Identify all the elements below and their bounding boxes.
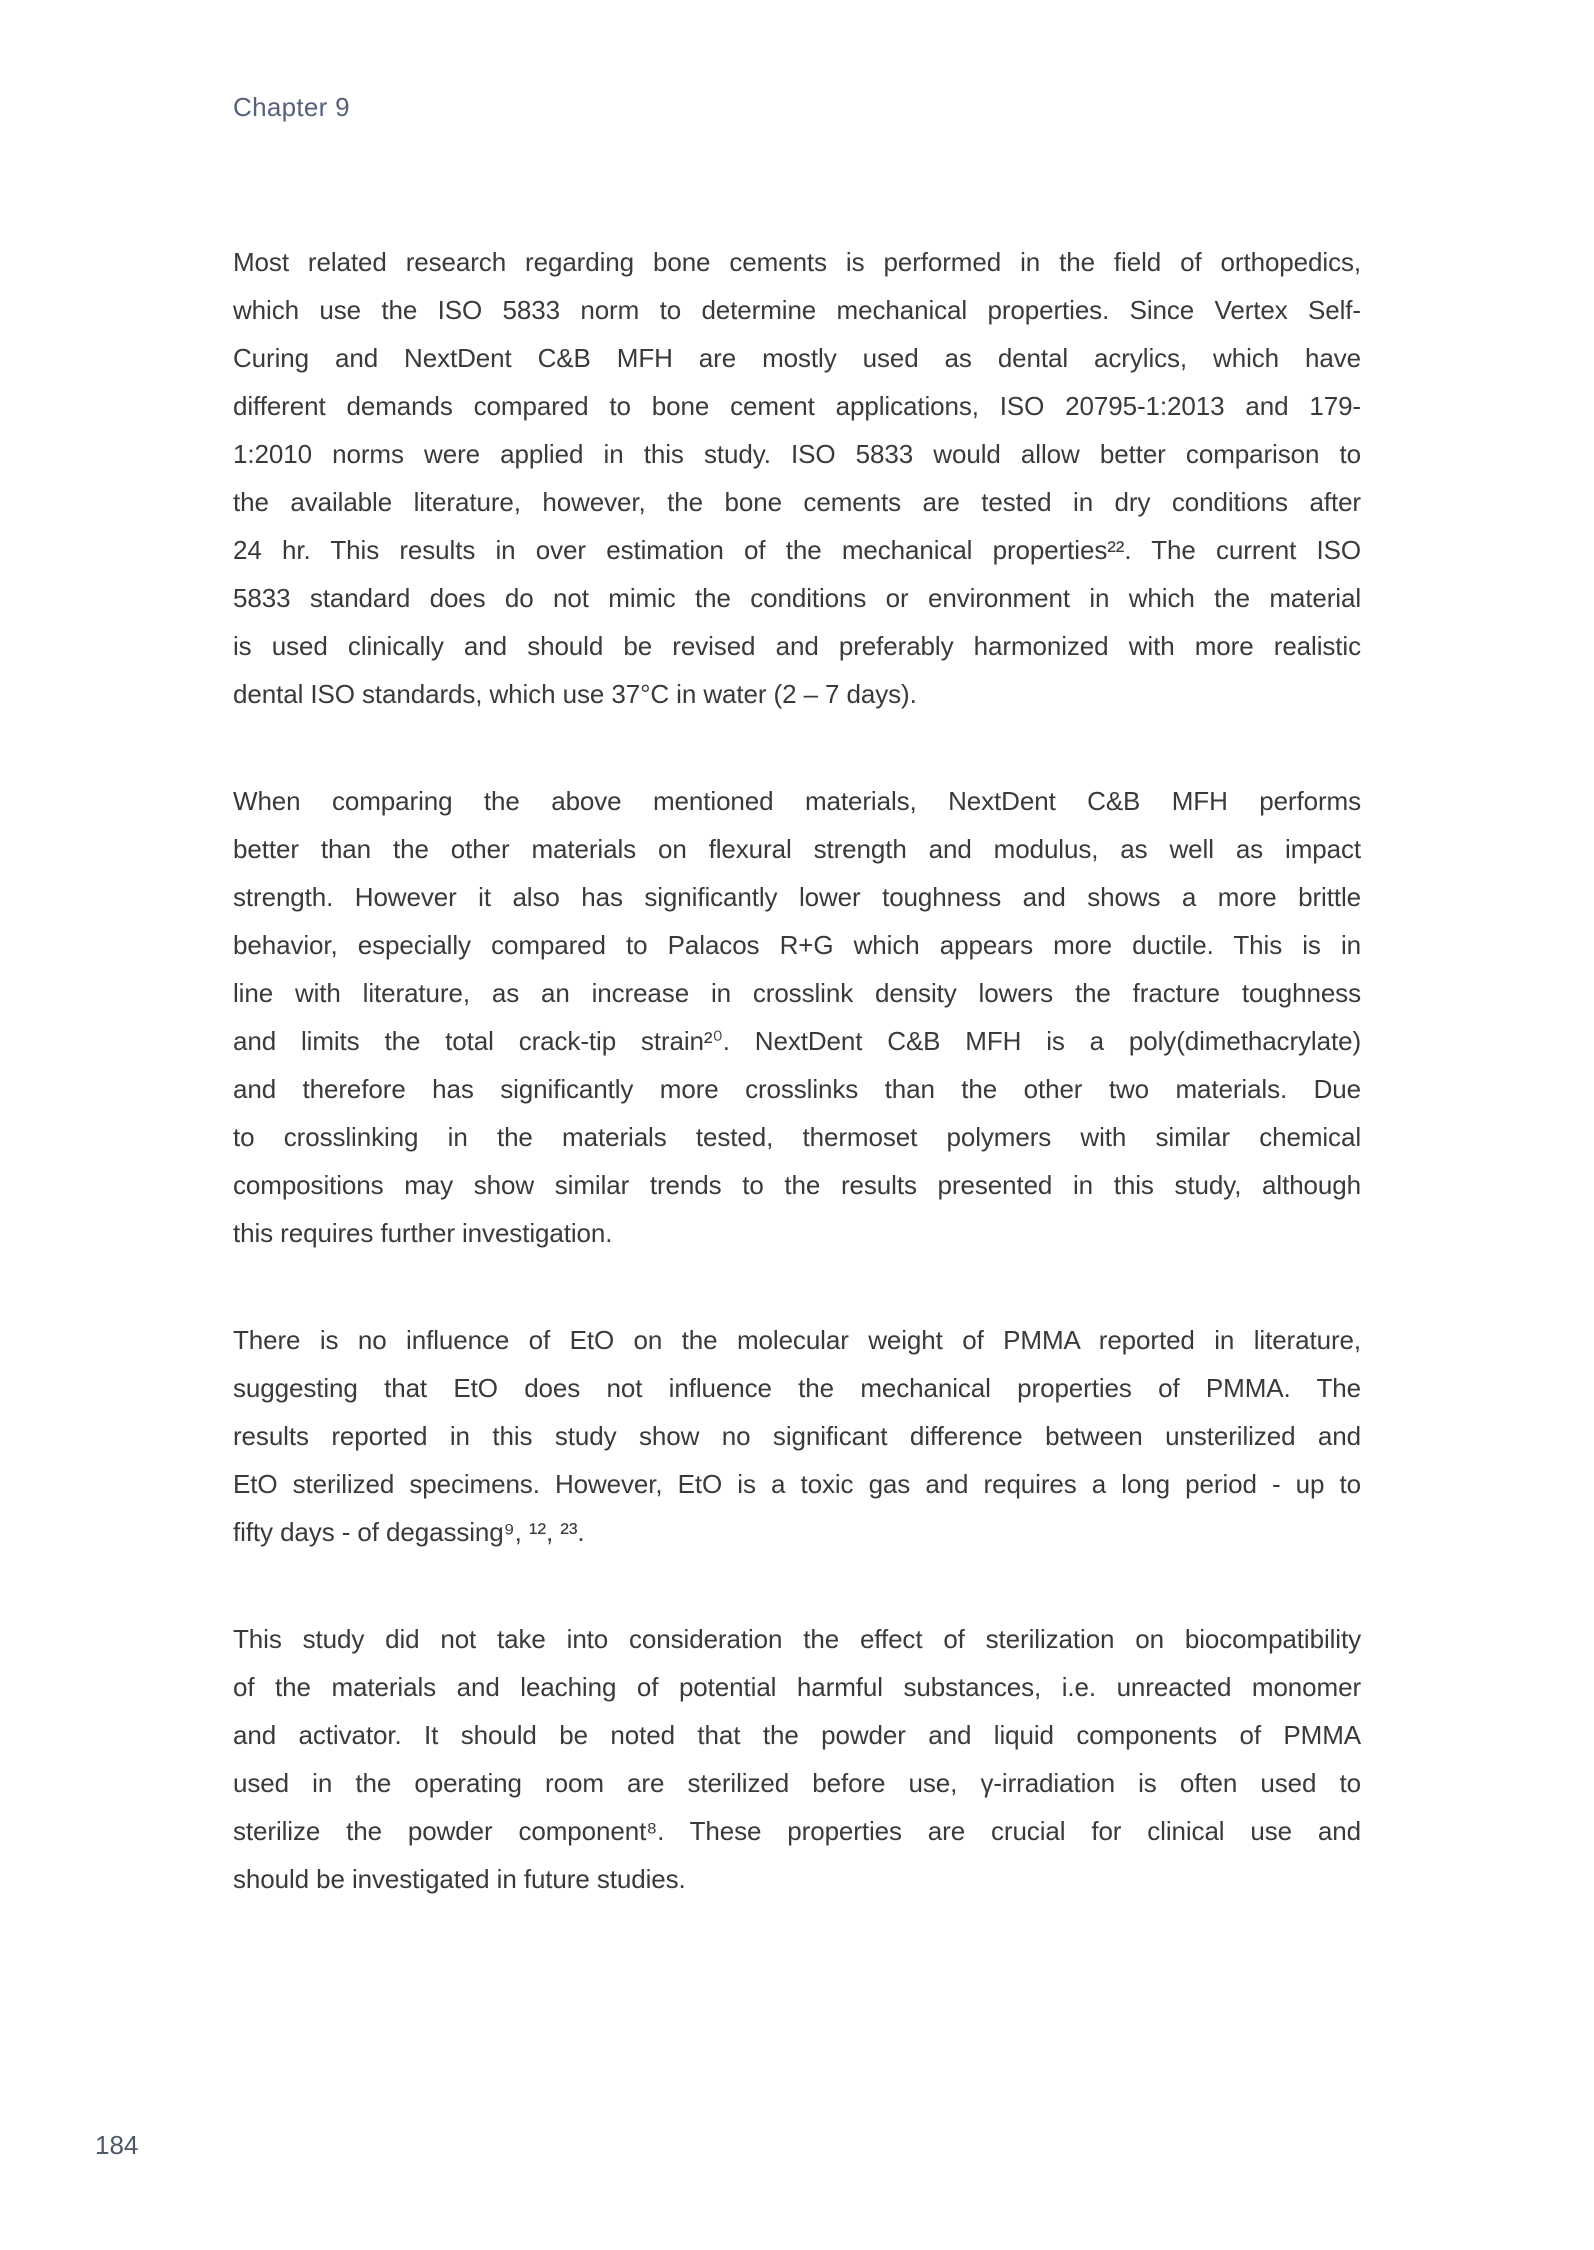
text-line: and therefore has significantly more crosslinks than the other two materials. Due	[233, 1074, 1361, 1104]
text-line: When comparing the above mentioned materials, NextDent C&B MFH performs	[233, 786, 1361, 816]
text-line: results reported in this study show no significant difference between unsterilized and	[233, 1421, 1361, 1451]
paragraph-1	[233, 238, 1361, 718]
text-line: EtO sterilized specimens. However, EtO is a toxic gas and requires a long period - up to	[233, 1469, 1361, 1499]
paragraph-2	[233, 777, 1361, 1257]
text-line: different demands compared to bone cement applications, ISO 20795-1:2013 and 179-	[233, 391, 1361, 421]
text-line: the available literature, however, the bone cements are tested in dry conditions after	[233, 487, 1361, 517]
text-line: of the materials and leaching of potential harmful substances, i.e. unreacted monomer	[233, 1672, 1361, 1702]
text-line: fifty days - of degassing⁹, ¹², ²³.	[233, 1517, 585, 1547]
text-line: should be investigated in future studies.	[233, 1864, 686, 1894]
text-line: and activator. It should be noted that the powder and liquid components of PMMA	[233, 1720, 1361, 1750]
text-line: and limits the total crack-tip strain²⁰. NextDent C&B MFH is a poly(dimethacrylate)	[233, 1026, 1361, 1056]
text-line: used in the operating room are sterilized before use, γ-irradiation is often used to	[233, 1768, 1361, 1798]
text-line: better than the other materials on flexural strength and modulus, as well as impact	[233, 834, 1361, 864]
page-number: 184	[95, 2130, 139, 2160]
text-line: suggesting that EtO does not influence the mechanical properties of PMMA. The	[233, 1373, 1361, 1403]
text-line: behavior, especially compared to Palacos R+G which appears more ductile. This is in	[233, 930, 1361, 960]
text-line: to crosslinking in the materials tested, thermoset polymers with similar chemical	[233, 1122, 1361, 1152]
text-line: This study did not take into consideration the effect of sterilization on biocompatibility	[233, 1624, 1361, 1654]
text-line: line with literature, as an increase in crosslink density lowers the fracture toughness	[233, 978, 1361, 1008]
page-body	[233, 238, 1361, 1903]
text-line: is used clinically and should be revised and preferably harmonized with more realistic	[233, 631, 1361, 661]
text-line: strength. However it also has significantly lower toughness and shows a more brittle	[233, 882, 1361, 912]
chapter-running-header: Chapter 9	[233, 92, 350, 122]
text-line: compositions may show similar trends to the results presented in this study, although	[233, 1170, 1361, 1200]
text-line: 1:2010 norms were applied in this study. ISO 5833 would allow better comparison to	[233, 439, 1361, 469]
text-line: dental ISO standards, which use 37°C in water (2 – 7 days).	[233, 679, 917, 709]
text-line: 24 hr. This results in over estimation of the mechanical properties²². The current ISO	[233, 535, 1361, 565]
paragraph-4	[233, 1615, 1361, 1903]
text-line: sterilize the powder component⁸. These properties are crucial for clinical use and	[233, 1816, 1361, 1846]
paragraph-3	[233, 1316, 1361, 1556]
text-line: Most related research regarding bone cements is performed in the field of orthopedics,	[233, 247, 1361, 277]
text-line: Curing and NextDent C&B MFH are mostly used as dental acrylics, which have	[233, 343, 1361, 373]
text-line: this requires further investigation.	[233, 1218, 613, 1248]
text-line: 5833 standard does do not mimic the conditions or environment in which the material	[233, 583, 1361, 613]
text-line: There is no influence of EtO on the molecular weight of PMMA reported in literature,	[233, 1325, 1361, 1355]
text-line: which use the ISO 5833 norm to determine mechanical properties. Since Vertex Self-	[233, 295, 1361, 325]
